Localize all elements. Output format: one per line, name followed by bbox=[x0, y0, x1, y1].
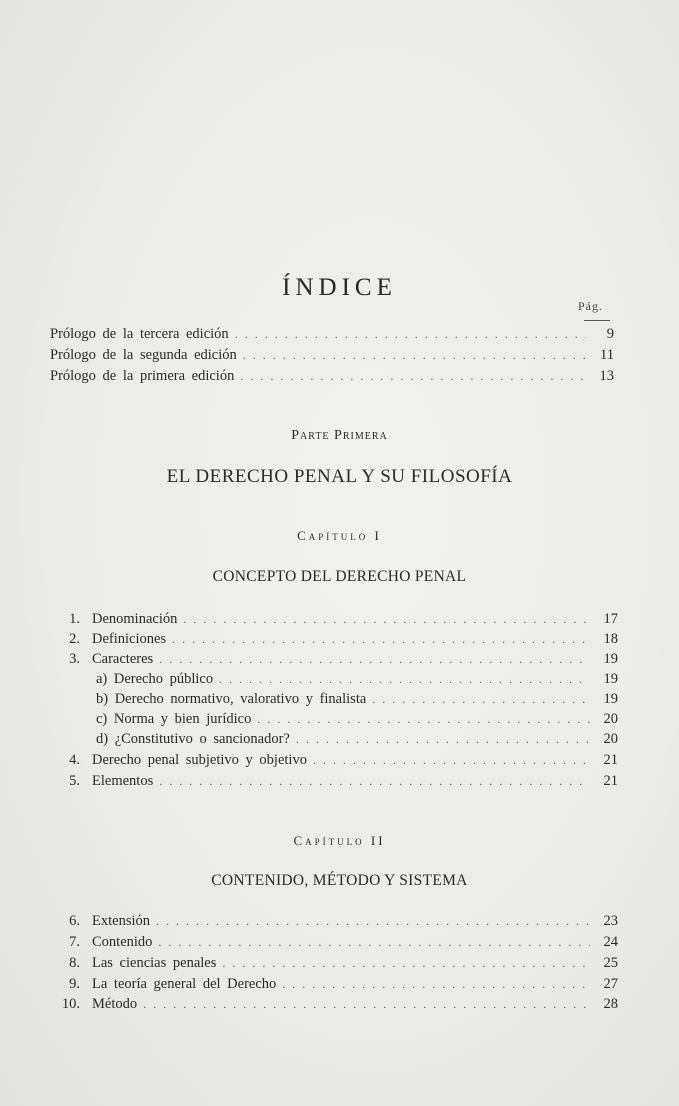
toc-entry-page: 24 bbox=[603, 934, 618, 950]
toc-entry-page: 27 bbox=[603, 976, 618, 992]
toc-entry-prologue-first bbox=[16, 366, 614, 386]
dot-leader bbox=[159, 771, 590, 791]
toc-entry bbox=[46, 649, 618, 669]
toc-entry-number: 1. bbox=[69, 611, 80, 627]
toc-entry-label: Prólogo de la segunda edición bbox=[50, 347, 237, 363]
toc-entry-page: 21 bbox=[603, 752, 618, 768]
toc-entry-number: 7. bbox=[69, 934, 80, 950]
toc-entry bbox=[46, 974, 618, 994]
dot-leader bbox=[222, 953, 590, 973]
toc-entry bbox=[46, 994, 618, 1014]
toc-entry-page: 21 bbox=[603, 773, 618, 789]
dot-leader bbox=[296, 729, 590, 749]
toc-subentry bbox=[46, 669, 618, 689]
dot-leader bbox=[235, 324, 586, 344]
toc-entry bbox=[46, 609, 618, 629]
toc-entry-page: 25 bbox=[603, 955, 618, 971]
toc-entry-page: 13 bbox=[599, 368, 614, 384]
toc-entry-label: Extensión bbox=[92, 913, 150, 929]
toc-entry-page: 19 bbox=[603, 691, 618, 707]
toc-entry-prologue-third bbox=[16, 324, 614, 344]
toc-subentry bbox=[46, 709, 618, 729]
toc-entry-page: 9 bbox=[606, 326, 614, 342]
toc-entry-label: Elementos bbox=[92, 773, 154, 789]
chapter-label: Capítulo I bbox=[297, 528, 382, 543]
dot-leader bbox=[243, 345, 586, 365]
toc-entry-page: 28 bbox=[603, 996, 618, 1012]
toc-entry-number: 2. bbox=[69, 631, 80, 647]
toc-entry-page: 23 bbox=[603, 913, 618, 929]
toc-entry-label: c) Norma y bien jurídico bbox=[96, 711, 252, 727]
toc-entry-label: Las ciencias penales bbox=[92, 955, 217, 971]
part-title: EL DERECHO PENAL Y SU FILOSOFÍA bbox=[166, 466, 513, 487]
dot-leader bbox=[257, 709, 590, 729]
page-column-rule bbox=[584, 320, 610, 321]
toc-entry-page: 17 bbox=[603, 611, 618, 627]
toc-entry-page: 18 bbox=[603, 631, 618, 647]
toc-subentry bbox=[46, 689, 618, 709]
toc-entry-label: La teoría general del Derecho bbox=[92, 976, 277, 992]
dot-leader bbox=[372, 689, 590, 709]
dot-leader bbox=[313, 750, 590, 770]
dot-leader bbox=[183, 609, 590, 629]
toc-entry-label: d) ¿Constitutivo o sancionador? bbox=[96, 731, 290, 747]
dot-leader bbox=[158, 932, 590, 952]
toc-entry bbox=[46, 629, 618, 649]
dot-leader bbox=[219, 669, 590, 689]
toc-entry bbox=[46, 911, 618, 931]
toc-entry bbox=[46, 932, 618, 952]
toc-entry-number: 3. bbox=[69, 651, 80, 667]
toc-entry-page: 20 bbox=[603, 731, 618, 747]
toc-entry-number: 4. bbox=[69, 752, 80, 768]
chapter-title: CONTENIDO, MÉTODO Y SISTEMA bbox=[211, 872, 468, 889]
toc-entry-number: 6. bbox=[69, 913, 80, 929]
toc-entry-label: b) Derecho normativo, valorativo y finalista bbox=[96, 691, 367, 707]
dot-leader bbox=[143, 994, 590, 1014]
toc-entry-number: 9. bbox=[69, 976, 80, 992]
toc-entry-page: 11 bbox=[600, 347, 614, 363]
toc-entry-prologue-second bbox=[16, 345, 614, 365]
dot-leader bbox=[282, 974, 590, 994]
toc-entry-label: Caracteres bbox=[92, 651, 154, 667]
toc-entry-page: 20 bbox=[603, 711, 618, 727]
toc-entry-label: Prólogo de la tercera edición bbox=[50, 326, 229, 342]
toc-entry-label: Contenido bbox=[92, 934, 153, 950]
toc-entry-number: 5. bbox=[69, 773, 80, 789]
index-title: ÍNDICE bbox=[282, 274, 397, 301]
dot-leader bbox=[156, 911, 590, 931]
chapter-title: CONCEPTO DEL DERECHO PENAL bbox=[212, 568, 467, 585]
dot-leader bbox=[159, 649, 590, 669]
toc-entry-label: Prólogo de la primera edición bbox=[50, 368, 235, 384]
toc-entry-label: Método bbox=[92, 996, 138, 1012]
toc-entry-page: 19 bbox=[603, 671, 618, 687]
toc-entry-label: a) Derecho público bbox=[96, 671, 214, 687]
toc-entry bbox=[46, 771, 618, 791]
toc-entry bbox=[46, 953, 618, 973]
toc-subentry bbox=[46, 729, 618, 749]
chapter-label: Capítulo II bbox=[293, 833, 386, 848]
toc-entry-number: 10. bbox=[61, 996, 80, 1012]
part-label: Parte Primera bbox=[291, 428, 388, 443]
toc-entry-page: 19 bbox=[603, 651, 618, 667]
toc-entry-label: Derecho penal subjetivo y objetivo bbox=[92, 752, 307, 768]
toc-entry bbox=[46, 750, 618, 770]
toc-entry-label: Definiciones bbox=[92, 631, 167, 647]
toc-entry-label: Denominación bbox=[92, 611, 178, 627]
dot-leader bbox=[172, 629, 590, 649]
toc-entry-number: 8. bbox=[69, 955, 80, 971]
dot-leader bbox=[240, 366, 586, 386]
page-column-label: Pág. bbox=[578, 299, 603, 313]
